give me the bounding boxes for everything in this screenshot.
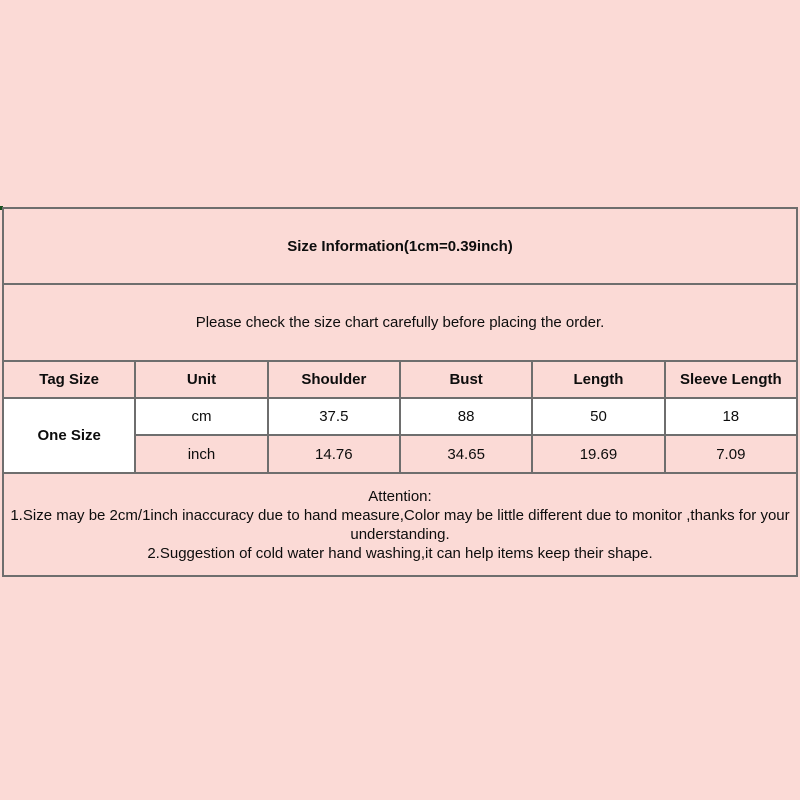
column-header-tag-size: Tag Size — [3, 361, 135, 398]
cell-length-cm: 50 — [532, 398, 664, 435]
cell-sleeve-cm: 18 — [665, 398, 797, 435]
attention-line-2: understanding. — [350, 525, 450, 543]
column-header-bust: Bust — [400, 361, 532, 398]
table-row-cm — [3, 398, 797, 435]
cell-unit-inch: inch — [135, 435, 267, 473]
note-row — [3, 284, 797, 361]
cell-bust-cm: 88 — [400, 398, 532, 435]
attention-line-1: 1.Size may be 2cm/1inch inaccuracy due to hand measure,Color may be little different due to monitor ,thanks for your — [10, 506, 790, 524]
cell-shoulder-cm: 37.5 — [268, 398, 400, 435]
cell-unit-cm: cm — [135, 398, 267, 435]
column-header-shoulder: Shoulder — [268, 361, 400, 398]
attention-note — [3, 473, 797, 576]
size-chart-note: Please check the size chart carefully before placing the order. — [3, 284, 797, 361]
column-header-sleeve-length: Sleeve Length — [665, 361, 797, 398]
cell-tag-size: One Size — [3, 398, 135, 473]
cell-length-inch: 19.69 — [532, 435, 664, 473]
title-row — [3, 208, 797, 284]
attention-line-3: 2.Suggestion of cold water hand washing,it can help items keep their shape. — [147, 544, 653, 562]
size-chart-title: Size Information(1cm=0.39inch) — [3, 208, 797, 284]
column-header-length: Length — [532, 361, 664, 398]
column-header-unit: Unit — [135, 361, 267, 398]
size-chart-table — [2, 207, 798, 577]
header-row — [3, 361, 797, 398]
cell-bust-inch: 34.65 — [400, 435, 532, 473]
cell-sleeve-inch: 7.09 — [665, 435, 797, 473]
attention-row — [3, 473, 797, 576]
attention-heading: Attention: — [368, 487, 432, 505]
cell-shoulder-inch: 14.76 — [268, 435, 400, 473]
